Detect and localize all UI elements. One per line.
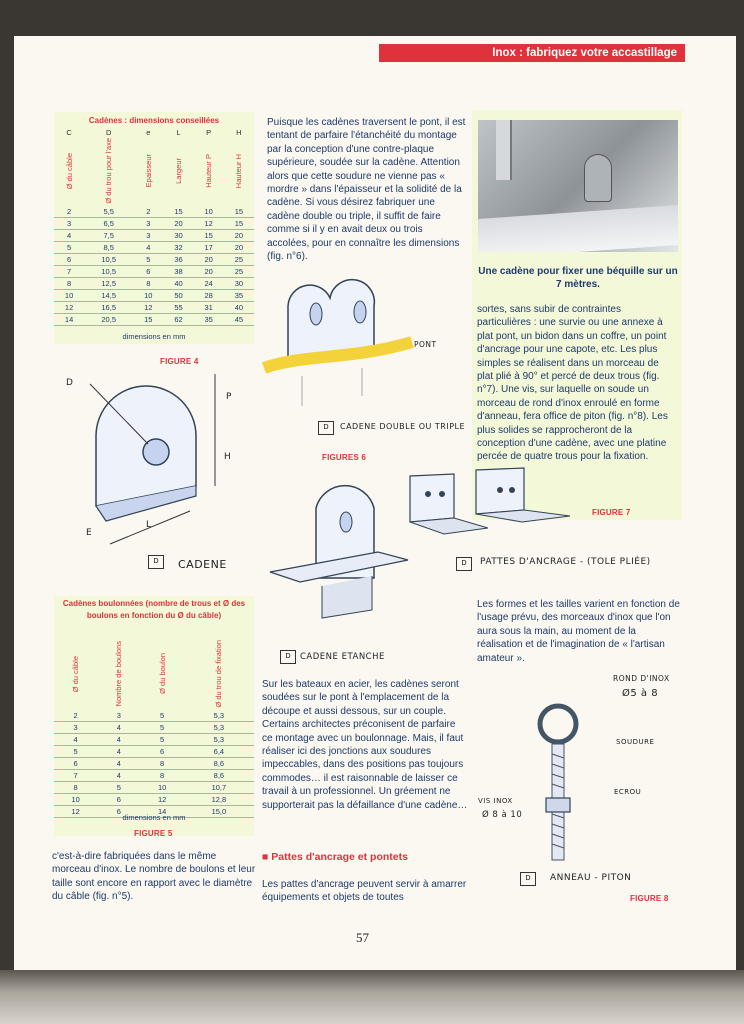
- table2-cell: 5: [54, 745, 97, 757]
- figure4-d-icon: D: [148, 555, 164, 569]
- table2-cell: 4: [97, 745, 140, 757]
- fig6-etanche-label: CADENE ETANCHE: [300, 652, 385, 662]
- photo-tube: [496, 120, 512, 180]
- table1-cell: 6,5: [84, 217, 133, 229]
- table1-cell: 55: [163, 301, 193, 313]
- table1-column-header: [163, 138, 193, 206]
- table1-row: [54, 206, 254, 218]
- table1-cell: 25: [224, 253, 254, 265]
- table1-cell: 40: [163, 277, 193, 289]
- table2-column-label: Ø du boulon: [157, 653, 167, 695]
- table2-cell: 2: [54, 710, 97, 722]
- table1-cell: 10: [54, 289, 84, 301]
- table2-cell: 5,3: [184, 710, 254, 722]
- table2-cell: 5: [141, 733, 184, 745]
- table2-cell: 4: [97, 757, 140, 769]
- table2-cell: 8: [54, 781, 97, 793]
- table1-cell: 20: [194, 265, 224, 277]
- fig8-soudure-label: SOUDURE: [616, 738, 655, 746]
- table1-cell: 40: [224, 301, 254, 313]
- table1-cell: 7,5: [84, 229, 133, 241]
- table1-column-header: [224, 138, 254, 206]
- fig6-pont-label: PONT: [414, 340, 437, 349]
- table2-cell: 5,3: [184, 721, 254, 733]
- table2-row: [54, 781, 254, 793]
- table2-cell: 3: [97, 710, 140, 722]
- fig6-double-label: CADENE DOUBLE OU TRIPLE: [340, 422, 466, 431]
- table1-row: [54, 241, 254, 253]
- table1-cell: 12: [194, 217, 224, 229]
- fig4-label-p: P: [226, 392, 232, 402]
- table1-cell: 31: [194, 301, 224, 313]
- fig8-rond-label: ROND D'INOX: [613, 674, 670, 683]
- table2-cell: 12: [141, 793, 184, 805]
- table2-row: [54, 793, 254, 805]
- table1-cell: 20: [224, 241, 254, 253]
- page-shadow: [0, 970, 744, 1024]
- figure6-d-icon: D: [318, 421, 334, 435]
- table2-title: Cadènes boulonnées (nombre de trous et Ø des boulons en fonction du Ø du câble): [62, 599, 246, 620]
- table2-row: [54, 769, 254, 781]
- table1-row: [54, 229, 254, 241]
- table1-cell: 35: [224, 289, 254, 301]
- table1-cell: 10,5: [84, 253, 133, 265]
- table2-cell: 15,0: [184, 805, 254, 817]
- table1-cell: 15: [133, 313, 163, 325]
- table2-column-header: [141, 640, 184, 710]
- table1-cell: 5,5: [84, 206, 133, 218]
- fig4-label-l: L: [146, 520, 152, 530]
- table2-cell: 14: [141, 805, 184, 817]
- table2-cell: 6: [97, 793, 140, 805]
- table2-cell: 5: [97, 781, 140, 793]
- table2-cell: 10,7: [184, 781, 254, 793]
- photo-cadene: [584, 154, 612, 202]
- table2-row: [54, 745, 254, 757]
- table1-cell: 50: [163, 289, 193, 301]
- figure6-etanche-cadene: [266, 478, 416, 628]
- table2-cell: 4: [54, 733, 97, 745]
- fig8-name-label: ANNEAU - PITON: [550, 873, 632, 883]
- table1-cell: 15: [224, 206, 254, 218]
- table1-cell: 12,5: [84, 277, 133, 289]
- table1-cell: 45: [224, 313, 254, 325]
- table1-cell: 8: [133, 277, 163, 289]
- table1-footer: dimensions en mm: [122, 332, 186, 341]
- table1-cell: 3: [133, 229, 163, 241]
- page-number: 57: [356, 930, 369, 945]
- table1-cell: 36: [163, 253, 193, 265]
- table1-cell: 28: [194, 289, 224, 301]
- table1-cell: 6: [54, 253, 84, 265]
- fig4-label-name: CADENE: [178, 558, 227, 571]
- section-paragraph: Les pattes d'ancrage peuvent servir à amarrer équipements et objets de toutes: [262, 879, 467, 904]
- table2-column-header: [97, 640, 140, 710]
- section-heading-text: Pattes d'ancrage et pontets: [271, 851, 408, 863]
- table2-cell: 8,6: [184, 769, 254, 781]
- table1-cell: 17: [194, 241, 224, 253]
- table1-cell: 12: [54, 301, 84, 313]
- table2-cell: 4: [97, 721, 140, 733]
- fig4-label-e: E: [86, 528, 93, 538]
- table2-cell: 12: [54, 805, 97, 817]
- table2-cell: 6: [97, 805, 140, 817]
- table1-row: [54, 289, 254, 301]
- table2-column-label: Ø du câble: [71, 655, 81, 692]
- table1-letter: e: [146, 128, 151, 137]
- table1-cell: 15: [224, 217, 254, 229]
- table2-row: [54, 757, 254, 769]
- table1-cell: 20,5: [84, 313, 133, 325]
- table1-row: [54, 253, 254, 265]
- right-paragraph: sortes, sans subir de contraintes particulières : une survie ou une annexe à plat pont, un bidon dans un coffre, un point d'ancrage pour une capote, etc. Les plus simples se réalisent dans un morceau de plat plié à 90° et percé de deux trous (fig. n°7). Une vis, sur laquelle on soude un morceau de rond d'inox enroulé en forme d'anneau, fera office de piton (fig. n°8). Les plus solides se rapprocheront de la conception d'une cadène, avec une platine percée de quatre trous pour la fixation.: [477, 304, 668, 463]
- table1-cell: 7: [54, 265, 84, 277]
- table1-cell: 15: [194, 229, 224, 241]
- table1-cell: 32: [163, 241, 193, 253]
- table1-row: [54, 265, 254, 277]
- figure7-drawing: [404, 466, 576, 536]
- table2-cell: 8,6: [184, 757, 254, 769]
- middle-bottom-paragraph: Sur les bateaux en acier, les cadènes seront soudées sur le pont à l'emplacement de la découpe et aussi dessous, sur un couple. Certains architectes préconisent de parfaire ce montage avec un boulonnage. Mais, il faut réaliser ici des jonctions aux soudures impeccables, dans des positions pas toujours commodes… il est raisonnable de laisser ce travail à un professionnel. Un gréement ne supporterait pas la défaillance d'une cadène…: [262, 679, 468, 811]
- table2-cell: 7: [54, 769, 97, 781]
- fig8-ecrou-label: ECROU: [614, 788, 642, 796]
- table1-cell: 4: [54, 229, 84, 241]
- table2-column-header: [54, 640, 97, 710]
- table1-cell: 15: [163, 206, 193, 218]
- photo: [478, 120, 678, 252]
- table1-cell: 12: [133, 301, 163, 313]
- figure6-caption: FIGURES 6: [322, 453, 367, 462]
- table1-cell: 20: [194, 253, 224, 265]
- table1-cell: 4: [133, 241, 163, 253]
- table2-row: [54, 733, 254, 745]
- table1-column-header: [84, 138, 133, 206]
- fig4-label-d: D: [66, 378, 74, 388]
- table1-cell: 6: [133, 265, 163, 277]
- table1-column-label: Epaisseur: [143, 154, 153, 188]
- table2-cell: 8: [141, 757, 184, 769]
- table1-column-label: Hauteur H: [234, 153, 244, 188]
- table1-cell: 3: [133, 217, 163, 229]
- table2-cell: 12,8: [184, 793, 254, 805]
- figure6b-d-icon: D: [280, 650, 296, 664]
- table2-cell: 6: [54, 757, 97, 769]
- figure7-caption: FIGURE 7: [592, 508, 631, 517]
- table2-column-label: Nombre de boulons: [114, 641, 124, 707]
- middle-top-paragraph: Puisque les cadènes traversent le pont, il est tentant de parfaire l'étanchéité du montage par la conception d'une contre-plaque supérieure, soudée sur la cadène. Attention alors que cette soudure ne vienne pas « mordre » dans l'épaisseur et la solidité de la cadène. Si vous désirez fabriquer une cadène double ou triple, il suffit de faire comme si il y en avait deux ou trois accolées, pour en connaître les dimensions (fig. n°6).: [267, 117, 466, 263]
- figure8-drawing: [526, 694, 596, 864]
- table2-row: [54, 721, 254, 733]
- table2-cell: 3: [54, 721, 97, 733]
- table2-footer: dimensions en mm: [122, 813, 186, 822]
- table1-cell: 10: [133, 289, 163, 301]
- table1-column-label: Largeur: [173, 157, 183, 184]
- figure8-d-icon: D: [520, 872, 536, 886]
- table1-cell: 35: [194, 313, 224, 325]
- table1-cell: 62: [163, 313, 193, 325]
- table1-cell: 2: [54, 206, 84, 218]
- fig7-label: PATTES D'ANCRAGE - (TOLE PLIÉE): [480, 557, 651, 567]
- table1-cell: 2: [133, 206, 163, 218]
- table2-cell: 6,4: [184, 745, 254, 757]
- table1-cell: 20: [163, 217, 193, 229]
- table1-column-header: [194, 138, 224, 206]
- table2-cell: 4: [97, 769, 140, 781]
- table2-cell: 10: [141, 781, 184, 793]
- table1-row: [54, 217, 254, 229]
- table2-cell: 10: [54, 793, 97, 805]
- fig8-vis-label: VIS INOX: [478, 797, 513, 805]
- table1-cell: 10: [194, 206, 224, 218]
- table1-letter: L: [176, 128, 181, 137]
- figure4-caption: FIGURE 4: [160, 357, 199, 366]
- table1: [54, 127, 254, 326]
- fig4-label-h: H: [224, 452, 232, 462]
- table1-cell: 30: [163, 229, 193, 241]
- table1-cell: 8: [54, 277, 84, 289]
- photo-deck: [478, 205, 678, 252]
- table1-row: [54, 313, 254, 325]
- table1-cell: 5: [54, 241, 84, 253]
- table1-column-label: Ø du trou pour l'axe: [104, 138, 114, 204]
- table1-cell: 20: [224, 229, 254, 241]
- table1-column-header: [54, 138, 84, 206]
- table2-cell: 6: [141, 745, 184, 757]
- table1-cell: 5: [133, 253, 163, 265]
- table1-row: [54, 301, 254, 313]
- left-bottom-paragraph: c'est-à-dire fabriquées dans le même morceau d'inox. Le nombre de boulons et leur taille sont encore en rapport avec le diamètre du câble (fig. n°5).: [52, 851, 256, 903]
- table2-row: [54, 710, 254, 722]
- table1-cell: 14: [54, 313, 84, 325]
- table1-letter: H: [236, 128, 242, 137]
- table2-cell: 5,3: [184, 733, 254, 745]
- section-heading: ■ Pattes d'ancrage et pontets: [262, 851, 408, 863]
- table1-cell: 14,5: [84, 289, 133, 301]
- table2-column-header: [184, 640, 254, 710]
- table2: [54, 640, 254, 818]
- table1-column-header: [133, 138, 163, 206]
- table1-cell: 3: [54, 217, 84, 229]
- table2-cell: 8: [141, 769, 184, 781]
- table1-title: Cadènes : dimensions conseillées: [88, 116, 220, 125]
- table1-cell: 8,5: [84, 241, 133, 253]
- photo-caption: Une cadène pour fixer une béquille sur un 7 mètres.: [478, 266, 678, 290]
- table1-cell: 10,5: [84, 265, 133, 277]
- table1-cell: 24: [194, 277, 224, 289]
- table1-cell: 16,5: [84, 301, 133, 313]
- fig8-vis-dim: Ø 8 à 10: [482, 810, 523, 820]
- table1-cell: 25: [224, 265, 254, 277]
- running-header: Inox : fabriquez votre accastillage: [379, 44, 685, 62]
- table1-column-label: Hauteur P: [204, 153, 214, 188]
- figure7-d-icon: D: [456, 557, 472, 571]
- right-paragraph-2: Les formes et les tailles varient en fonction de l'usage prévu, des morceaux d'inox que l'on aura sous la main, au moment de la réalisation et de l'imagination de « l'artisan amateur ».: [477, 599, 680, 664]
- table1-letter: C: [66, 128, 72, 137]
- table1-column-label: Ø du câble: [64, 152, 74, 189]
- table1-row: [54, 277, 254, 289]
- table1-letter: D: [105, 128, 112, 137]
- table2-column-label: Ø du trou de fixation: [214, 640, 224, 708]
- table2-cell: 5: [141, 721, 184, 733]
- figure8-caption: FIGURE 8: [630, 894, 669, 903]
- table1-cell: 30: [224, 277, 254, 289]
- table1-letter: P: [206, 128, 212, 137]
- table1-cell: 38: [163, 265, 193, 277]
- table2-cell: 4: [97, 733, 140, 745]
- figure5-caption: FIGURE 5: [134, 829, 173, 838]
- fig8-rond-dim: Ø5 à 8: [622, 688, 659, 699]
- table2-cell: 5: [141, 710, 184, 722]
